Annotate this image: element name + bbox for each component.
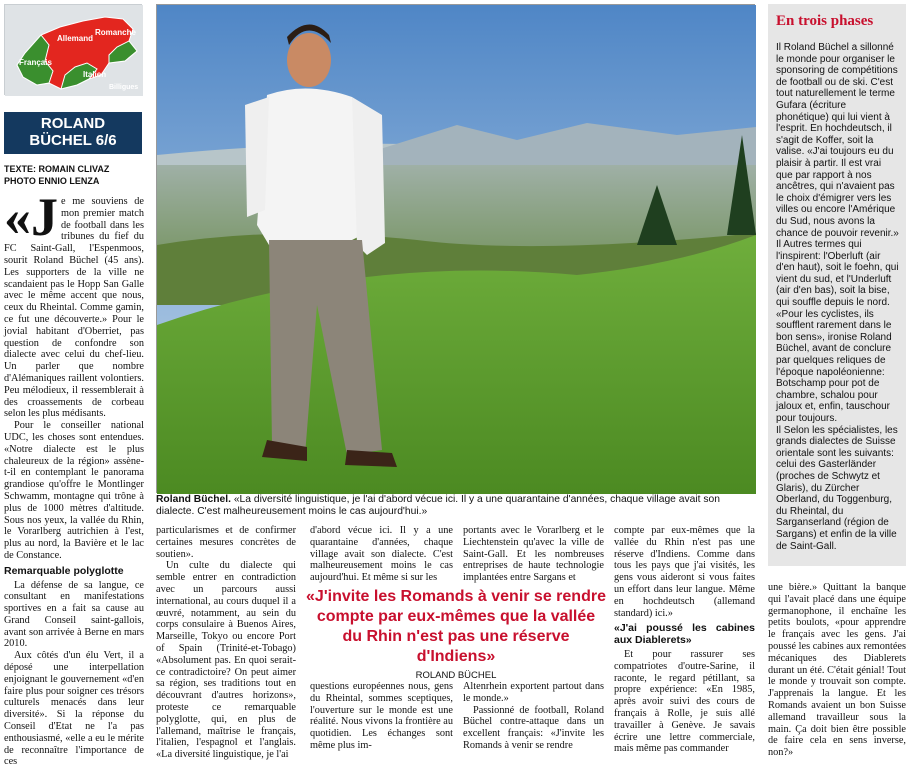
paragraph: questions européennes nous, gens du Rheintal, sommes sceptiques, l'ouverture sur le monde est une réalité. Nous vivons la frontière au quotidien. Les échanges sont même plus im-: [310, 681, 453, 751]
paragraph: portants avec le Vorarlberg et le Liechtenstein qu'avec la ville de Saint-Gall. Et les nombreuses entreprises de haute technologie implantées entre Sargans et: [463, 525, 604, 584]
caption-subject: Roland Büchel.: [156, 494, 231, 505]
lead-paragraph: [4, 187, 144, 420]
paragraph: Et pour rassurer ses compatriotes d'outre-Sarine, il raconte, le regard pétillant, sa propre expérience: «En 1985, après avoir suivi des cours de français à Rolle, je suis allé travailler à Genève. Je savais écrire une lettre commerciale, mais même pas commander: [614, 648, 755, 755]
paragraph: La défense de sa langue, ce consultant en manifestations sportives en a fait sa cause au Grand Conseil saint-gallois, avant son arrivée à Berne en mars 2010.: [4, 579, 144, 650]
article-column-3: [310, 525, 453, 584]
sidebar-box: [768, 4, 906, 566]
paragraph: une bière.» Quittant la banque qui l'avait placé dans une équipe germanophone, il enchaîne les petits boulots, «pour apprendre le français avec les gens. J'ai poussé les cabines aux remontées mécaniques des Diablerets durant un été. C'était génial! Tout le monde y trouvait son compte. J'apprenais la langue. Et les Romands avaient un bon Suisse allemand travailleur sous la main. Ça doit bien être possible de faire cela en sens inverse, non?»: [768, 582, 906, 759]
sidebar-title: En trois phases: [776, 13, 874, 29]
sidebar-paragraph: Il Autres termes qui l'inspirent: l'Oberluft (air d'en haut), soit le foehn, qui vient du sud, et l'Underluft (air d'en bas), soit la bise, qui souffle depuis le nord. «Pour les cyclistes, ils soufflent rarement dans le bon sens», ironise Roland Büchel, avant de conclure par quelques reliques de l'époque napoléonienne: Botschamp pour pot de chambre, schalou pour jaloux et, enfin, tauschour pour toujours.: [776, 239, 899, 424]
photo-credit: PHOTO ENNIO LENZA: [4, 175, 100, 186]
paragraph: compte par eux-mêmes que la vallée du Rhin n'est pas une réserve d'Indiens. Comme dans tous les pays que j'ai visités, les gens vous aideront si vous faites un effort dans leur langue. Même en hochdeutsch (allemand standard) ici.»: [614, 525, 755, 619]
paragraph: Un culte du dialecte qui semble entrer en contradiction avec un parcours aussi international, au cours duquel il a œuvré, notamment, au sein du corps consulaire à Buenos Aires, Marseille, Tokyo ou encore Port of Spain (Trinité-et-Tobago) «Absolument pas. En quoi serait-ce contradictoire? On peut aimer sa région, ses traditions tout en découvrant d'autres horizons», proteste ce remarquable polyglotte, qui, en plus de l'allemand, maîtrise le français, l'italien, l'espagnol et l'anglais. «La diversité linguistique, je l'ai: [156, 560, 296, 761]
map-label-francais: Français: [19, 58, 52, 67]
drop-cap: «J: [4, 187, 58, 247]
map-label-romanche: Romanche: [95, 28, 136, 37]
paragraph: Aux côtés d'un élu Vert, il a déposé une interpellation enjoignant le gouvernement «d'en faire plus pour soigner ces trésors culturels menacés dans leur diversité». Si la réponse du Conseil d'Etat ne l'a pas enthousiasmé, «elle a eu le mérite de reconnaître l'importance de ces: [4, 650, 144, 768]
paragraph: particularismes et de confirmer certaines mesures concrètes de soutien».: [156, 525, 296, 560]
map-label-billigues: Billigues: [109, 84, 139, 91]
pull-quote: [306, 587, 606, 681]
series-badge: [4, 112, 142, 154]
text-credit: TEXTE: ROMAIN CLIVAZ: [4, 164, 110, 174]
series-name: ROLAND: [40, 115, 106, 132]
map-label-italien: Italien: [83, 70, 107, 79]
article-column-6: [768, 582, 906, 759]
photo-caption: [156, 494, 756, 518]
sidebar-paragraph: Il Selon les spécialistes, les grands dialectes de Suisse orientale sont les suivants: celui des Gasterländer (proches de Schwytz et Glaris), du Zürcher Oberland, du Toggenburg, du Rheintal, du Sarganserland (région de Sargans) et enfin de la ville de Saint-Gall.: [776, 424, 898, 552]
lead-text: e me souviens de mon premier match de football dans les tribunes du fief du FC Saint-Gall, l'Espenmoos, sourit Roland Büchel (45 ans). Les supporters de la ville ne scandaient pas le Hopp San Galle avec le même accent que nous, ceux du Rheintal. Comme gamin, ce fut une découverte.» Pour le jovial habitant d'Oberriet, pas question de confondre son dialecte avec celui du chef-lieu. Un parler que nombre d'Alémaniques raillent volontiers. Peu mélodieux, il ressemblerait à des croassements de corbeau selon les plus médisants.: [4, 196, 144, 420]
article-column-2: [156, 525, 296, 761]
paragraph: Passionné de football, Roland Büchel contre-attaque dans un excellent français: «J'invite les Romands à venir se rendre: [463, 704, 604, 751]
sidebar-paragraph: Il Roland Büchel a sillonné le monde pour organiser le sponsoring de compétitions de football ou de ski. C'est tout naturellement le terme Gufara (écriture phonétique) qui lui vient à l'esprit. En hochdeutsch, il s'agit de Koffer, soit la valise. «J'ai toujours eu du plaisir à partir. Il est vrai que par rapport à nos ancêtres, qui n'avaient pas le choix d'émigrer vers les villes ou encore l'Amérique du Sud, nous avons la chance de pouvoir revenir.»: [776, 42, 899, 239]
article-column-4: [463, 525, 604, 584]
photo-landscape-portrait: [157, 5, 756, 494]
pull-quote-text: «J'invite les Romands à venir se rendre compte par eux-mêmes que la vallée du Rhin n'est pas une réserve d'Indiens»: [306, 588, 606, 665]
caption-text: «La diversité linguistique, je l'ai d'abord vécue ici. Il y a une quarantaine d'années, chaque village avait son dialecte. C'est malheureusement moins le cas aujourd'hui.»: [156, 494, 720, 517]
series-number: BÜCHEL 6/6: [29, 132, 117, 149]
switzerland-language-map: [4, 4, 142, 95]
map-label-allemand: Allemand: [57, 34, 94, 43]
paragraph: Pour le conseiller national UDC, les choses sont entendues. «Notre dialecte est le plus chaleureux de la région» assène-t-il en contemplant le panorama grandiose qu'offre le Montlinger Schwamm, montagne qui trône à plus de 1000 mètres d'altitude. Sous nos yeux, la vallée du Rhin, le Vorarlberg autrichien à l'est, plus au nord, la Bavière et le lac de Constance.: [4, 420, 144, 561]
author-credits: [4, 164, 144, 187]
pull-quote-author: ROLAND BÜCHEL: [415, 670, 497, 681]
article-column-4-continued: [463, 681, 604, 752]
paragraph: d'abord vécue ici. Il y a une quarantaine d'années, chaque village avait son dialecte. C'est malheureusement moins le cas aujourd'hui. Et même si sur les: [310, 525, 453, 584]
article-column-1: [4, 187, 144, 768]
article-column-3-continued: [310, 681, 453, 752]
article-column-5: [614, 525, 755, 755]
main-photo: [156, 4, 755, 493]
subheading: Remarquable polyglotte: [4, 564, 124, 577]
subheading: «J'ai poussé les cabines aux Diablerets»: [614, 622, 755, 647]
map-graphic: [5, 5, 143, 96]
paragraph: Altenrhein exportent partout dans le monde.»: [463, 681, 604, 704]
